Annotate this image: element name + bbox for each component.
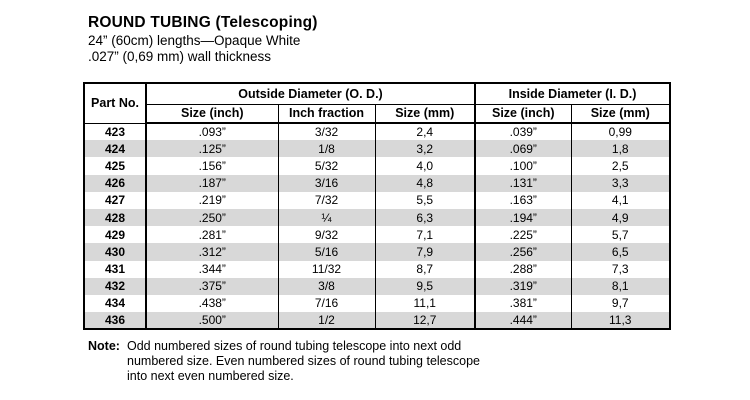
table-row — [84, 261, 670, 278]
cell-od-size-inch: .219” — [146, 192, 278, 209]
cell-od-size-mm: 7,1 — [375, 226, 475, 243]
cell-od-inch-fraction: 7/16 — [278, 295, 375, 312]
cell-od-size-mm: 11,1 — [375, 295, 475, 312]
cell-id-size-inch: .163” — [475, 192, 571, 209]
col-header-id-size-inch: Size (inch) — [475, 104, 571, 123]
cell-od-inch-fraction: 1/2 — [278, 312, 375, 329]
subtitle-wall-thickness: .027” (0,69 mm) wall thickness — [88, 49, 272, 64]
table-row — [84, 226, 670, 243]
cell-id-size-mm: 8,1 — [571, 278, 670, 295]
cell-od-size-mm: 3,2 — [375, 140, 475, 157]
cell-od-size-inch: .375” — [146, 278, 278, 295]
cell-od-size-mm: 8,7 — [375, 261, 475, 278]
subtitle-lengths: 24” (60cm) lengths—Opaque White — [88, 33, 301, 48]
cell-id-size-inch: .069” — [475, 140, 571, 157]
note-line: numbered size. Even numbered sizes of round tubing telescope — [127, 354, 480, 368]
note-line: Odd numbered sizes of round tubing telescope into next odd — [127, 339, 462, 353]
cell-id-size-mm: 5,7 — [571, 226, 670, 243]
cell-id-size-mm: 2,5 — [571, 157, 670, 174]
note-body — [127, 339, 480, 384]
cell-od-size-mm: 4,0 — [375, 157, 475, 174]
tubing-spec-table — [83, 82, 671, 330]
table-row — [84, 140, 670, 157]
col-header-od-inch-fraction: Inch fraction — [278, 104, 375, 123]
col-header-od-size-inch: Size (inch) — [146, 104, 278, 123]
table-row — [84, 243, 670, 260]
cell-od-size-inch: .250” — [146, 209, 278, 226]
cell-id-size-inch: .288” — [475, 261, 571, 278]
cell-part-no: 424 — [84, 140, 146, 157]
table-row — [84, 123, 670, 140]
cell-id-size-mm: 9,7 — [571, 295, 670, 312]
cell-part-no: 427 — [84, 192, 146, 209]
cell-od-inch-fraction: 9/32 — [278, 226, 375, 243]
cell-id-size-inch: .100” — [475, 157, 571, 174]
cell-od-size-inch: .438” — [146, 295, 278, 312]
col-group-inside-diameter: Inside Diameter (I. D.) — [475, 83, 670, 104]
cell-id-size-mm: 4,1 — [571, 192, 670, 209]
cell-id-size-mm: 0,99 — [571, 123, 670, 140]
cell-od-inch-fraction: ¼ — [278, 209, 375, 226]
cell-od-size-mm: 5,5 — [375, 192, 475, 209]
table-row — [84, 192, 670, 209]
cell-id-size-inch: .381” — [475, 295, 571, 312]
cell-od-inch-fraction: 5/32 — [278, 157, 375, 174]
cell-part-no: 434 — [84, 295, 146, 312]
cell-od-size-mm: 6,3 — [375, 209, 475, 226]
cell-id-size-inch: .319” — [475, 278, 571, 295]
cell-part-no: 430 — [84, 243, 146, 260]
table-body — [84, 123, 670, 329]
table-row — [84, 175, 670, 192]
cell-part-no: 423 — [84, 123, 146, 140]
cell-od-size-inch: .156” — [146, 157, 278, 174]
cell-id-size-inch: .225” — [475, 226, 571, 243]
col-header-part-no: Part No. — [84, 83, 146, 123]
cell-id-size-mm: 11,3 — [571, 312, 670, 329]
table-row — [84, 312, 670, 329]
col-header-od-size-mm: Size (mm) — [375, 104, 475, 123]
cell-od-inch-fraction: 7/32 — [278, 192, 375, 209]
cell-id-size-mm: 1,8 — [571, 140, 670, 157]
note-line: into next even numbered size. — [127, 369, 294, 383]
cell-od-size-inch: .125” — [146, 140, 278, 157]
table-row — [84, 278, 670, 295]
cell-od-size-mm: 12,7 — [375, 312, 475, 329]
table-header-group-row — [84, 83, 670, 104]
table-row — [84, 295, 670, 312]
table-header-sub-row — [84, 104, 670, 123]
cell-id-size-mm: 3,3 — [571, 175, 670, 192]
cell-od-size-inch: .344” — [146, 261, 278, 278]
cell-part-no: 431 — [84, 261, 146, 278]
cell-id-size-inch: .256” — [475, 243, 571, 260]
cell-part-no: 425 — [84, 157, 146, 174]
col-header-id-size-mm: Size (mm) — [571, 104, 670, 123]
cell-od-inch-fraction: 3/8 — [278, 278, 375, 295]
cell-od-size-inch: .187” — [146, 175, 278, 192]
cell-od-size-mm: 7,9 — [375, 243, 475, 260]
cell-part-no: 432 — [84, 278, 146, 295]
note-label: Note: — [88, 339, 120, 353]
cell-od-size-inch: .093” — [146, 123, 278, 140]
table-header — [84, 83, 670, 123]
cell-od-inch-fraction: 1/8 — [278, 140, 375, 157]
cell-od-inch-fraction: 3/16 — [278, 175, 375, 192]
cell-part-no: 428 — [84, 209, 146, 226]
page-title: ROUND TUBING (Telescoping) — [88, 14, 318, 31]
cell-part-no: 429 — [84, 226, 146, 243]
cell-od-inch-fraction: 3/32 — [278, 123, 375, 140]
note — [88, 339, 480, 384]
cell-id-size-inch: .444” — [475, 312, 571, 329]
cell-id-size-mm: 4,9 — [571, 209, 670, 226]
table-row — [84, 209, 670, 226]
cell-part-no: 436 — [84, 312, 146, 329]
cell-od-size-inch: .312” — [146, 243, 278, 260]
cell-id-size-inch: .131” — [475, 175, 571, 192]
cell-od-size-inch: .500” — [146, 312, 278, 329]
col-group-outside-diameter: Outside Diameter (O. D.) — [146, 83, 475, 104]
cell-od-inch-fraction: 5/16 — [278, 243, 375, 260]
cell-od-size-mm: 4,8 — [375, 175, 475, 192]
cell-od-size-mm: 9,5 — [375, 278, 475, 295]
cell-part-no: 426 — [84, 175, 146, 192]
cell-id-size-inch: .039” — [475, 123, 571, 140]
cell-od-size-inch: .281” — [146, 226, 278, 243]
cell-id-size-mm: 6,5 — [571, 243, 670, 260]
cell-od-size-mm: 2,4 — [375, 123, 475, 140]
table-row — [84, 157, 670, 174]
cell-id-size-mm: 7,3 — [571, 261, 670, 278]
cell-id-size-inch: .194” — [475, 209, 571, 226]
cell-od-inch-fraction: 11/32 — [278, 261, 375, 278]
